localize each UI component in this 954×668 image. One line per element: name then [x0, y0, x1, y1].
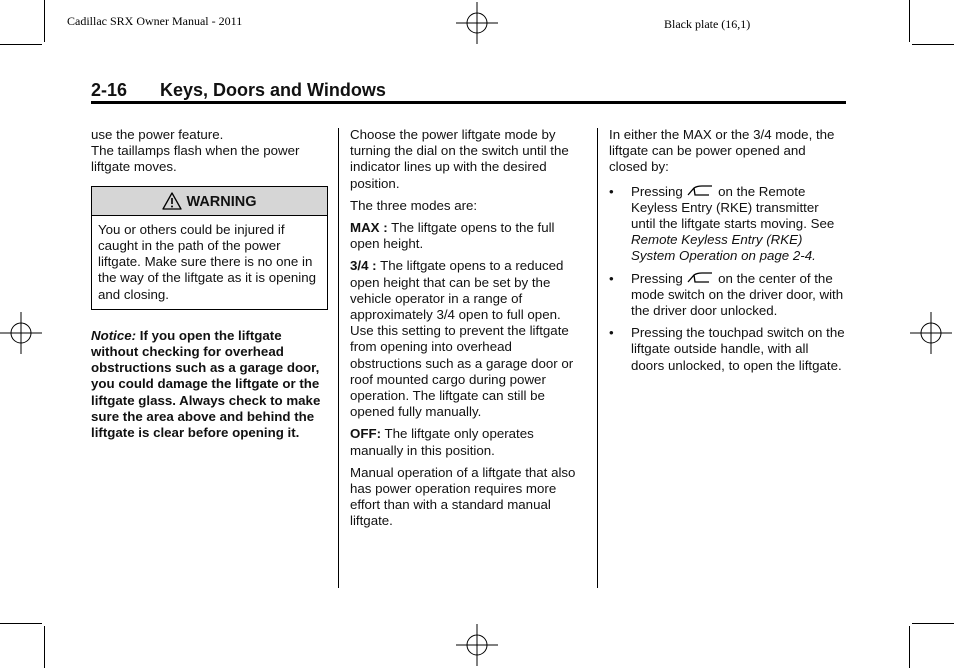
warning-text: You or others could be injured if caught in the path of the power liftgate. Make sure there is no one in the way of the liftgate as it is opening and closing. [98, 221, 317, 302]
liftgate-icon [686, 184, 714, 198]
chapter-title: Keys, Doors and Windows [160, 80, 386, 100]
crop-mark [44, 0, 45, 42]
mode-text: The liftgate only operates manually in this position. [350, 426, 534, 458]
column-divider [338, 128, 339, 588]
paragraph: use the power feature. [91, 127, 224, 142]
column-2 [350, 127, 586, 536]
paragraph: The three modes are: [350, 197, 478, 213]
bullet: • [609, 325, 614, 341]
list-item [609, 184, 845, 265]
mode-label: 3/4 : [350, 258, 377, 274]
mode-label: OFF: [350, 426, 382, 442]
paragraph: The taillamps flash when the power liftgate moves. [91, 143, 300, 175]
warning-box [91, 186, 328, 310]
notice-text: If you open the liftgate without checking for overhead obstructions such as a garage door, you could damage the liftgate or the liftgate glass. Always check to make sure the area above and behind the liftgate is clear before opening it. [91, 327, 321, 441]
section-title [91, 80, 845, 101]
mode-off [350, 426, 586, 458]
crop-mark [912, 623, 954, 624]
warning-triangle-icon [162, 192, 182, 210]
mode-label: MAX : [350, 220, 388, 236]
paragraph: Choose the power liftgate mode by turning the dial on the switch until the indicator lines up with the desired position. [350, 127, 569, 191]
crop-mark [909, 626, 910, 668]
list-item [609, 271, 845, 320]
warning-header [92, 187, 327, 216]
crop-mark [0, 44, 42, 45]
cross-reference-link[interactable]: Remote Keyless Entry (RKE) System Operation on page 2-4. [631, 232, 816, 264]
crop-mark [909, 0, 910, 42]
crop-mark [44, 626, 45, 668]
item-text: Pressing the touchpad switch on the liftgate outside handle, with all doors unlocked, to open the liftgate. [631, 325, 845, 373]
page-number: 2-16 [91, 80, 128, 100]
column-divider [597, 128, 598, 588]
item-text-pre: Pressing [631, 183, 683, 199]
warning-title: WARNING [186, 193, 257, 210]
liftgate-icon [686, 271, 714, 285]
paragraph: In either the MAX or the 3/4 mode, the liftgate can be power opened and closed by: [609, 127, 835, 175]
bullet: • [609, 270, 614, 286]
registration-mark-icon [456, 624, 498, 666]
paragraph: Manual operation of a liftgate that also has power operation requires more effort than with a standard manual liftgate. [350, 464, 576, 529]
mode-text: The liftgate opens to the full open height. [350, 220, 555, 252]
item-text-pre: Pressing [631, 270, 683, 286]
notice-paragraph [91, 328, 328, 441]
notice-label: Notice: [91, 327, 137, 343]
registration-mark-icon [910, 312, 952, 354]
list-item [609, 325, 845, 374]
column-1 [91, 127, 328, 447]
mode-max [350, 220, 586, 252]
crop-mark [912, 44, 954, 45]
header-plate: Black plate (16,1) [664, 17, 751, 31]
mode-text: The liftgate opens to a reduced open height that can be set by the vehicle operator in a range of approximately 3/4 open to full open. Use this setting to prevent the liftgate from opening into overhead obstructions such as a garage door or roof mounted cargo during power operation. The liftgate can still be opened fully manually. [350, 258, 574, 420]
crop-mark [0, 623, 42, 624]
header-manual-title: Cadillac SRX Owner Manual - 2011 [67, 14, 243, 28]
item-text-post: on the Remote Keyless Entry (RKE) transmitter until the liftgate starts moving. See [631, 183, 835, 232]
title-rule [91, 101, 846, 104]
bullet-list [609, 184, 845, 374]
registration-mark-icon [0, 312, 42, 354]
registration-mark-icon [456, 2, 498, 44]
column-3 [609, 127, 845, 380]
item-text-post: on the center of the mode switch on the driver door, with the driver door unlocked. [631, 270, 844, 319]
mode-three-quarter [350, 258, 586, 420]
bullet: • [609, 183, 614, 199]
